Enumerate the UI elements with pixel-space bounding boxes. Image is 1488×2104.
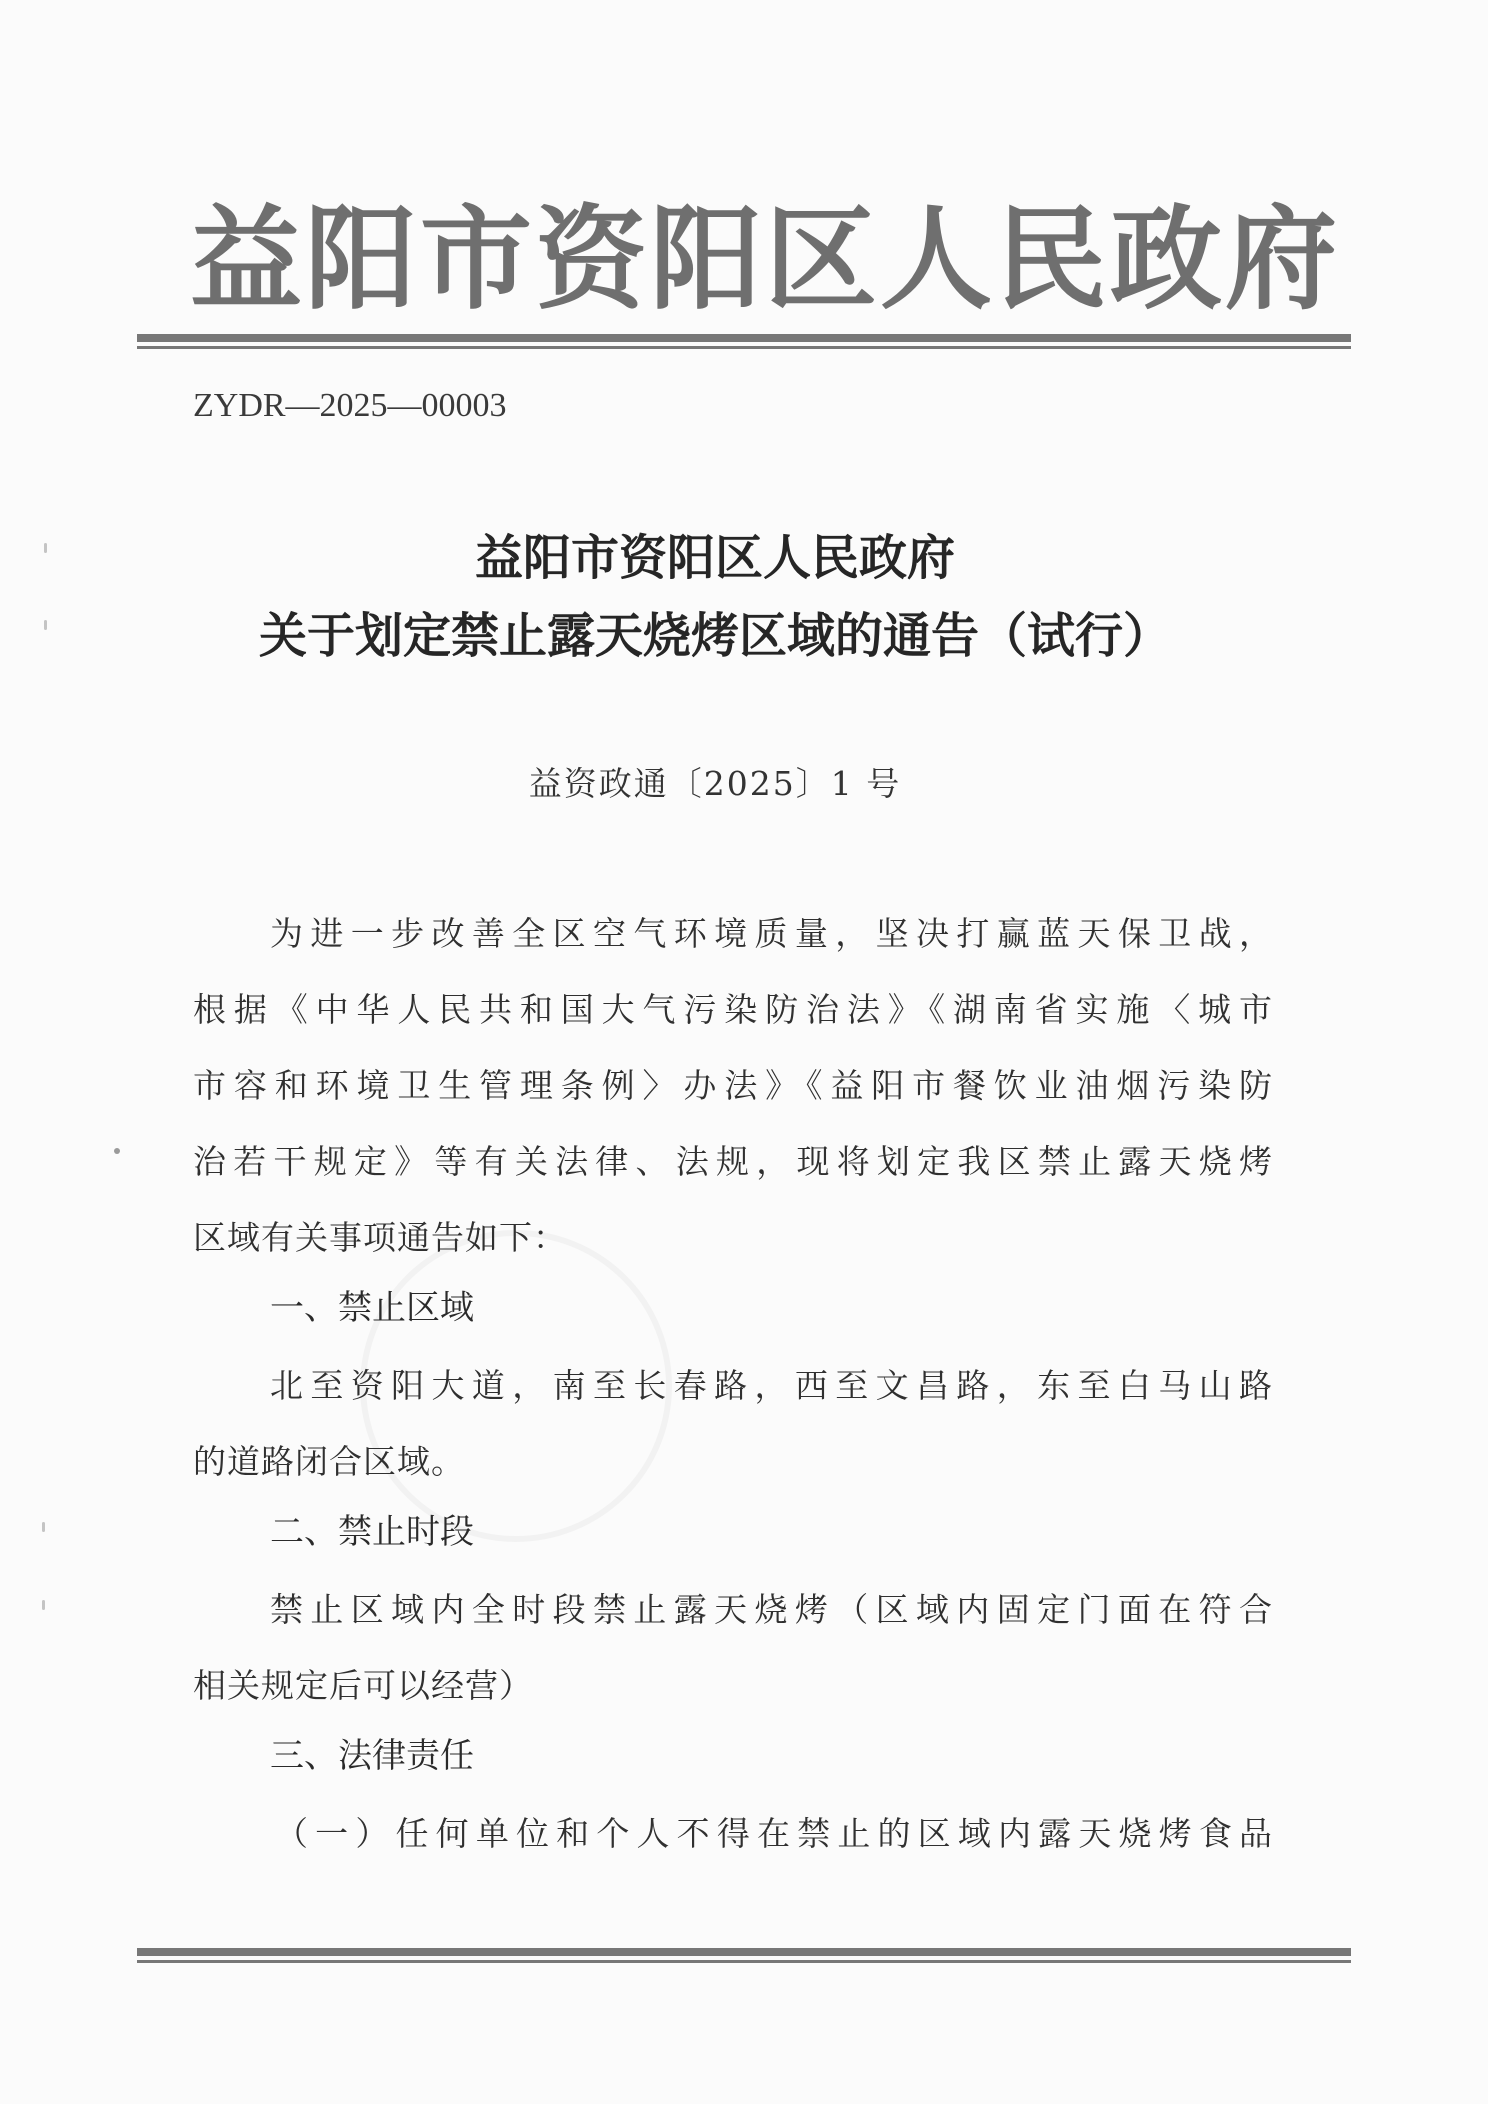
intro-line-4: 治若干规定》等有关法律、法规，现将划定我区禁止露天烧烤: [193, 1142, 1273, 1181]
letterhead-title: 益阳市资阳区人民政府: [190, 195, 1340, 325]
intro-line-3: 市容和环境卫生管理条例〉办法》《益阳市餐饮业油烟污染防: [193, 1066, 1273, 1105]
section-1-line-2: 的道路闭合区域。: [193, 1442, 465, 1481]
document-title-line-2: 关于划定禁止露天烧烤区域的通告（试行）: [258, 608, 1171, 664]
header-rule-thin: [137, 346, 1351, 349]
intro-line-5: 区域有关事项通告如下：: [193, 1218, 567, 1257]
document-number: 益资政通〔2025〕1 号: [528, 764, 902, 803]
footer-rule-thin: [137, 1960, 1351, 1963]
scan-speck: [44, 543, 47, 553]
section-2-line-1: 禁止区域内全时段禁止露天烧烤（区域内固定门面在符合: [270, 1590, 1273, 1629]
document-title-line-1: 益阳市资阳区人民政府: [474, 530, 955, 586]
intro-line-1: 为进一步改善全区空气环境质量，坚决打赢蓝天保卫战，: [270, 914, 1273, 953]
section-3-heading: 三、法律责任: [270, 1736, 474, 1776]
scan-speck: [114, 1148, 120, 1154]
scan-speck: [44, 620, 47, 630]
header-rule-thick: [137, 334, 1351, 342]
intro-line-2: 根据《中华人民共和国大气污染防治法》《湖南省实施〈城市: [193, 990, 1273, 1029]
section-3-line-1: （一）任何单位和个人不得在禁止的区域内露天烧烤食品: [275, 1814, 1273, 1853]
document-code: ZYDR—2025—00003: [193, 387, 507, 424]
section-2-line-2: 相关规定后可以经营）: [193, 1666, 533, 1705]
section-1-line-1: 北至资阳大道，南至长春路，西至文昌路，东至白马山路: [270, 1366, 1273, 1405]
footer-rule-thick: [137, 1948, 1351, 1956]
scan-speck: [42, 1522, 45, 1532]
section-1-heading: 一、禁止区域: [270, 1288, 474, 1328]
scan-speck: [42, 1600, 45, 1610]
section-2-heading: 二、禁止时段: [270, 1512, 474, 1552]
